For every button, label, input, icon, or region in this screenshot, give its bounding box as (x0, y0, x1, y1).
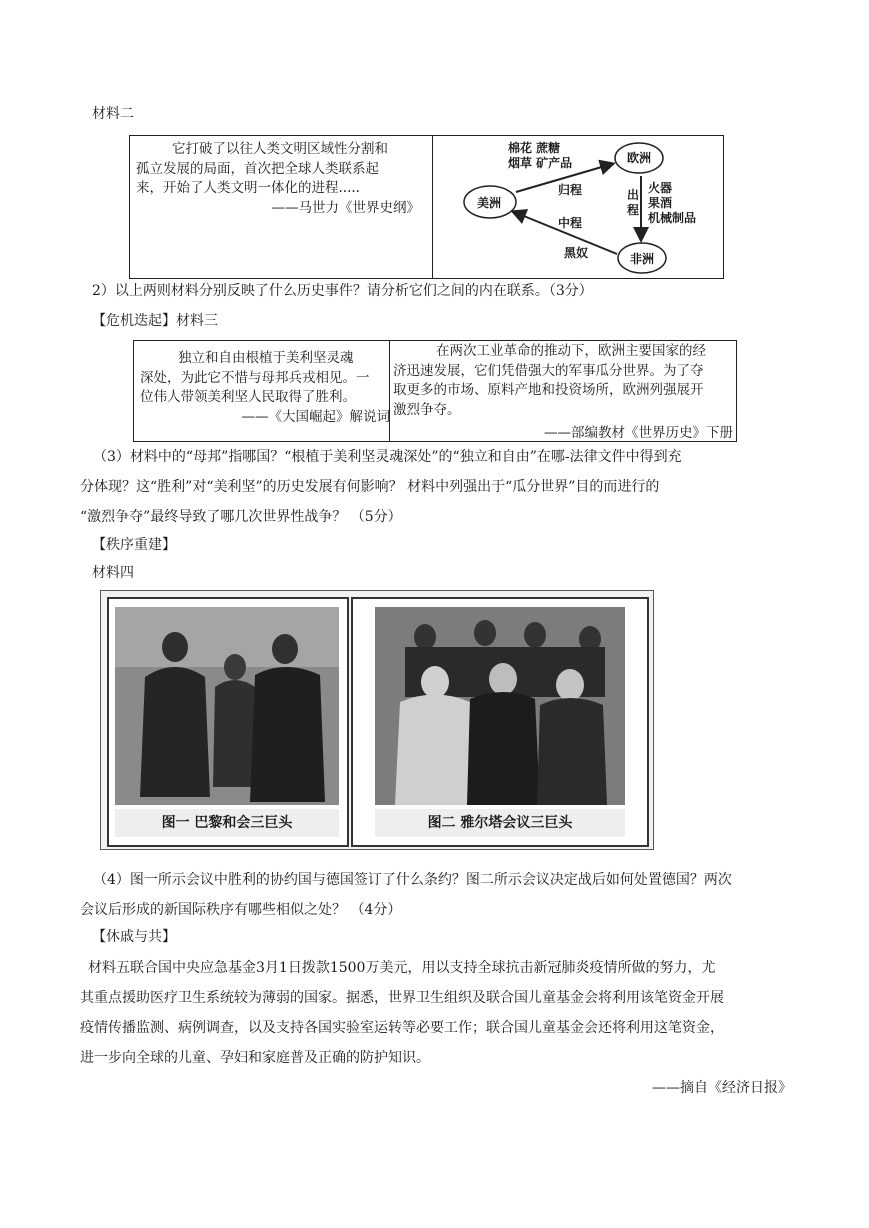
quote-line: 激烈争夺。 (393, 401, 461, 418)
material-2-table (129, 135, 724, 279)
figure-2-caption: 图二 雅尔塔会议三巨头 (375, 809, 625, 837)
question-4 (80, 865, 800, 925)
quote-line: 济迅速发展，它们凭借强大的军事瓜分世界。为了夺 (393, 362, 704, 379)
figure-1-caption: 图一 巴黎和会三巨头 (115, 809, 339, 837)
question-line: 分体现？这“胜利”对“美利坚”的历史发展有何影响？ 材料中列强出于“瓜分世界”目的而进行的 (80, 479, 660, 495)
outbound-char: 出 (627, 188, 640, 202)
goods-to-europe (508, 141, 572, 171)
material-2-heading: 材料二 (92, 106, 134, 122)
europe-node: 欧洲 (627, 151, 652, 165)
material-4-heading: 材料四 (92, 565, 134, 581)
goods-line: 果酒 (648, 196, 673, 210)
material-3-table (133, 340, 737, 442)
quote-line: 它打破了以往人类文明区域性分割和 (172, 141, 388, 157)
question-2: 2）以上两则材料分别反映了什么历史事件？请分析它们之间的内在联系。（3分） (92, 283, 593, 299)
photo-silhouettes (115, 607, 339, 805)
yalta-conference-photo (375, 607, 625, 805)
section-crisis: 【危机迭起】材料三 (92, 313, 218, 329)
goods-to-africa (648, 181, 696, 226)
america-node: 美洲 (477, 196, 502, 210)
figure-1 (107, 597, 349, 847)
material-2-quote (136, 140, 426, 218)
material-5 (80, 953, 800, 1103)
slaves-label: 黑奴 (564, 246, 589, 260)
material-5-line: 材料五联合国中央应急基金3月1日拨款1500万美元，用以支持全球抗击新冠肺炎疫情所做的努力，尤 (88, 960, 716, 976)
section-share: 【休戚与共】 (92, 929, 176, 945)
middle-leg-label: 中程 (558, 216, 583, 230)
photo-panel (100, 590, 654, 850)
material-3-right (393, 342, 733, 444)
material-5-line: 其重点援助医疗卫生系统较为薄弱的国家。据悉，世界卫生组织及联合国儿童基金会将利用该笔资金开展 (80, 990, 724, 1006)
goods-line: 机械制品 (648, 211, 697, 225)
quote-line: 深处，为此它不惜与母邦兵戎相见。一 (140, 369, 370, 386)
goods-line: 火器 (648, 181, 673, 195)
quote-line: 来，开始了人类文明一体化的进程..... (136, 180, 360, 196)
question-line: 会议后形成的新国际秩序有哪些相似之处？ （4分） (80, 902, 402, 918)
quote-line: 孤立发展的局面，首次把全球人类联系起 (136, 160, 379, 177)
goods-line: 烟草 矿产品 (508, 156, 573, 170)
photo-silhouettes (375, 607, 625, 805)
question-line: （4）图一所示会议中胜利的协约国与德国签订了什么条约？图二所示会议决定战后如何处置德国？两次 (93, 872, 732, 888)
material-5-line: 进一步向全球的儿童、孕妇和家庭普及正确的防护知识。 (80, 1050, 430, 1066)
quote-source: ——部编教材《世界历史》下册 (544, 425, 733, 441)
africa-node: 非洲 (630, 252, 655, 266)
quote-line: 独立和自由根植于美利坚灵魂 (178, 350, 354, 366)
return-leg-label: 归程 (558, 183, 583, 197)
triangular-trade-diagram (434, 136, 723, 278)
question-line: （3）材料中的“母邦”指哪国？“根植于美利坚灵魂深处”的“独立和自由”在哪-法律文件中得到充 (93, 449, 682, 465)
material-3-left (140, 349, 390, 427)
material-5-source: ——摘自《经济日报》 (652, 1080, 792, 1096)
quote-source: ——马世力《世界史纲》 (271, 199, 420, 216)
outbound-leg-label (627, 188, 639, 218)
figure-2 (351, 597, 649, 847)
material-5-line: 疫情传播监测、病例调查，以及支持各国实验室运转等必要工作；联合国儿童基金会还将利用这笔资金， (80, 1020, 724, 1036)
outbound-char: 程 (627, 203, 640, 217)
goods-line: 棉花 蔗糖 (508, 141, 561, 155)
question-3 (80, 442, 800, 532)
table-divider (432, 136, 433, 278)
quote-source: ——《大国崛起》解说词 (241, 408, 390, 425)
section-order: 【秩序重建】 (92, 537, 176, 553)
quote-line: 在两次工业革命的推动下，欧洲主要国家的经 (436, 343, 706, 359)
quote-line: 位伟人带领美利坚人民取得了胜利。 (140, 389, 356, 405)
paris-conference-photo (115, 607, 339, 805)
question-line: “激烈争夺”最终导致了哪几次世界性战争？ （5分） (80, 509, 402, 525)
quote-line: 取更多的市场、原料产地和投资场所，欧洲列强展开 (393, 382, 704, 398)
